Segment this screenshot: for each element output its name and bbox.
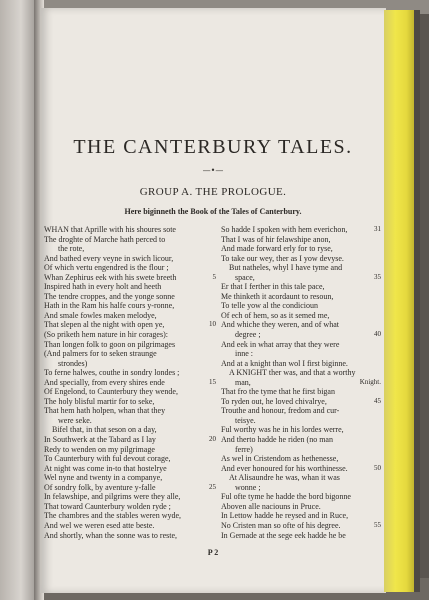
verse-text: That toward Caunterbury wolden ryde ;: [44, 501, 171, 511]
verse-text: And wel we weren esed atte beste.: [44, 520, 155, 530]
verse-line: [221, 340, 381, 350]
verse-line: [221, 531, 381, 541]
verse-line: [221, 320, 381, 330]
verse-text: teisye.: [235, 415, 256, 425]
verse-line: [221, 406, 381, 416]
verse-text: the rote,: [58, 244, 85, 254]
verse-text: To Caunterbury with ful devout corage,: [44, 454, 171, 464]
verse-line: [44, 254, 216, 264]
verse-text: Of which vertu engendred is the flour ;: [44, 263, 169, 273]
verse-line: [44, 416, 216, 426]
verse-line: [44, 263, 216, 273]
folio-mark: P 2: [207, 548, 219, 557]
verse-text: And eek in what array that they were: [221, 339, 340, 349]
line-number: Knight.: [359, 377, 381, 386]
verse-line: [221, 511, 381, 521]
verse-line: [221, 263, 381, 273]
verse-text: And whiche they weren, and of what: [221, 320, 339, 330]
verse-line: [221, 273, 381, 283]
verse-text: Trouthe and honour, fredom and cur-: [221, 406, 340, 416]
line-number: 25: [209, 482, 216, 491]
verse-text: To ferne halwes, couthe in sondry londes ;: [44, 368, 180, 378]
gilt-page-edges: [384, 10, 416, 592]
verse-line: [221, 492, 381, 502]
verse-line: [221, 330, 381, 340]
line-number: 15: [209, 377, 216, 386]
verse-line: [221, 454, 381, 464]
verse-line: [44, 244, 216, 254]
title-ornament: —•—: [202, 166, 224, 175]
verse-line: [44, 502, 216, 512]
verse-line: [221, 425, 381, 435]
verse-text: Of sondry folk, by aventure y-falle: [44, 482, 156, 492]
verse-text: Hath in the Ram his halfe cours y-ronne,: [44, 301, 175, 311]
verse-line: [221, 235, 381, 245]
facing-page-text: [2, 8, 32, 128]
verse-line: [44, 282, 216, 292]
verse-text: (And palmers for to seken straunge: [44, 349, 157, 359]
verse-line: [44, 301, 216, 311]
verse-text: WHAN that Aprille with his shoures sote: [44, 225, 176, 234]
verse-text: wonne ;: [235, 482, 261, 492]
verse-text: Wel nyne and twenty in a companye,: [44, 473, 163, 483]
verse-line: [221, 301, 381, 311]
verse-text: And specially, from every shires ende: [44, 377, 165, 387]
verse-text: The chambres and the stables weren wyde,: [44, 511, 182, 521]
verse-text: So hadde I spoken with hem everichon,: [221, 225, 348, 234]
verse-text: degree ;: [235, 330, 261, 340]
verse-text: And at a knight than wol I first biginne.: [221, 358, 348, 368]
verse-text: And shortly, whan the sonne was to reste,: [44, 530, 178, 540]
facing-page: [0, 0, 38, 600]
verse-text: And made forward erly for to ryse,: [221, 244, 333, 254]
verse-line: [221, 225, 381, 235]
verse-line: [221, 435, 381, 445]
verse-line: [221, 349, 381, 359]
verse-line: [221, 483, 381, 493]
verse-text: Ful ofte tyme he hadde the bord bigonne: [221, 492, 351, 502]
verse-line: [44, 378, 216, 388]
verse-text: Aboven alle naciouns in Pruce.: [221, 501, 321, 511]
verse-line: [44, 235, 216, 245]
verse-text: strondes): [58, 358, 88, 368]
verse-line: [44, 320, 216, 330]
verse-text: The droghte of Marche hath perced to: [44, 234, 166, 244]
verse-line: [44, 492, 216, 502]
verse-line: [44, 454, 216, 464]
book-page: [40, 8, 386, 593]
verse-text: Than longen folk to goon on pilgrimages: [44, 339, 176, 349]
page-title: THE CANTERBURY TALES.: [73, 136, 353, 158]
verse-text: The holy blisful martir for to seke,: [44, 396, 155, 406]
verse-text: A KNIGHT ther was, and that a worthy: [229, 368, 356, 378]
verse-text: That I was of hir felawshipe anon,: [221, 234, 331, 244]
right-text-column: [221, 225, 381, 540]
verse-text: That hem hath holpen, whan that they: [44, 406, 166, 416]
verse-line: [44, 511, 216, 521]
verse-line: [44, 311, 216, 321]
verse-text: At Alisaundre he was, whan it was: [229, 473, 340, 483]
verse-line: [44, 435, 216, 445]
verse-text: No Cristen man so ofte of his degree.: [221, 520, 341, 530]
verse-text: To take our wey, ther as I yow devyse.: [221, 253, 344, 263]
line-number: 55: [374, 520, 381, 529]
verse-line: [44, 349, 216, 359]
verse-text: And smale fowles maken melodye,: [44, 310, 157, 320]
verse-text: In felawshipe, and pilgrims were they alle,: [44, 492, 181, 502]
line-number: 40: [374, 330, 381, 339]
verse-text: At night was come in-to that hostelrye: [44, 463, 167, 473]
verse-text: Of Engelond, to Caunterbury they wende,: [44, 387, 178, 397]
verse-text: That slepen al the night with open ye,: [44, 320, 165, 330]
verse-line: [44, 330, 216, 340]
verse-text: In Lettow hadde he reysed and in Ruce,: [221, 511, 349, 521]
verse-line: [221, 359, 381, 369]
verse-line: [44, 397, 216, 407]
verse-text: And bathed every veyne in swich licour,: [44, 253, 174, 263]
verse-line: [44, 483, 216, 493]
line-number: 5: [212, 272, 216, 281]
verse-text: And therto hadde he riden (no man: [221, 435, 333, 445]
verse-text: Whan Zephirus eek with his swete breeth: [44, 272, 177, 282]
verse-line: [221, 387, 381, 397]
verse-line: [44, 406, 216, 416]
verse-line: [221, 397, 381, 407]
verse-line: [221, 416, 381, 426]
verse-text: were seke.: [58, 415, 92, 425]
verse-line: [44, 225, 216, 235]
verse-line: [221, 244, 381, 254]
verse-text: inne :: [235, 349, 253, 359]
verse-text: Me thinketh it acordaunt to resoun,: [221, 291, 334, 301]
verse-line: [221, 368, 381, 378]
verse-line: [44, 425, 216, 435]
verse-text: Redy to wenden on my pilgrimage: [44, 444, 155, 454]
verse-line: [44, 340, 216, 350]
verse-line: [44, 273, 216, 283]
verse-line: [44, 359, 216, 369]
verse-line: [44, 473, 216, 483]
line-number: 31: [374, 225, 381, 233]
verse-text: Of ech of hem, so as it semed me,: [221, 310, 330, 320]
line-number: 20: [209, 435, 216, 444]
verse-text: To ryden out, he loved chivalrye,: [221, 396, 327, 406]
verse-line: [44, 531, 216, 541]
section-heading: Here biginneth the Book of the Tales of Canterbury.: [124, 207, 302, 216]
verse-text: In Gernade at the sege eek hadde he be: [221, 530, 346, 540]
verse-line: [221, 502, 381, 512]
verse-text: But natheles, whyl I have tyme and: [229, 263, 343, 273]
line-number: 50: [374, 463, 381, 472]
verse-text: (So priketh hem nature in hir corages):: [44, 330, 168, 340]
verse-text: Ful worthy was he in his lordes werre,: [221, 425, 344, 435]
line-number: 35: [374, 272, 381, 281]
verse-line: [221, 311, 381, 321]
book-cover-edge: [414, 10, 420, 592]
verse-line: [221, 464, 381, 474]
verse-text: As wel in Cristendom as hethenesse,: [221, 454, 339, 464]
verse-line: [44, 521, 216, 531]
verse-line: [44, 464, 216, 474]
verse-text: space,: [235, 272, 255, 282]
verse-line: [44, 445, 216, 455]
verse-line: [221, 282, 381, 292]
verse-line: [221, 378, 381, 388]
left-text-column: [44, 225, 216, 540]
verse-line: [221, 445, 381, 455]
verse-text: man,: [235, 377, 251, 387]
verse-line: [221, 254, 381, 264]
verse-text: ferre): [235, 444, 253, 454]
verse-line: [221, 521, 381, 531]
group-heading: GROUP A. THE PROLOGUE.: [139, 186, 287, 198]
verse-text: And ever honoured for his worthinesse.: [221, 463, 348, 473]
verse-text: The tendre croppes, and the yonge sonne: [44, 291, 175, 301]
verse-text: Bifel that, in that seson on a day,: [52, 425, 157, 435]
line-number: 45: [374, 396, 381, 405]
verse-line: [221, 292, 381, 302]
verse-line: [221, 473, 381, 483]
verse-text: To telle yow al the condicioun: [221, 301, 318, 311]
verse-line: [44, 368, 216, 378]
verse-text: Er that I ferther in this tale pace,: [221, 282, 325, 292]
verse-line: [44, 387, 216, 397]
verse-text: That fro the tyme that he first bigan: [221, 387, 335, 397]
line-number: 10: [209, 320, 216, 329]
verse-line: [44, 292, 216, 302]
verse-text: In Southwerk at the Tabard as I lay: [44, 435, 156, 445]
verse-text: Inspired hath in every holt and heeth: [44, 282, 162, 292]
